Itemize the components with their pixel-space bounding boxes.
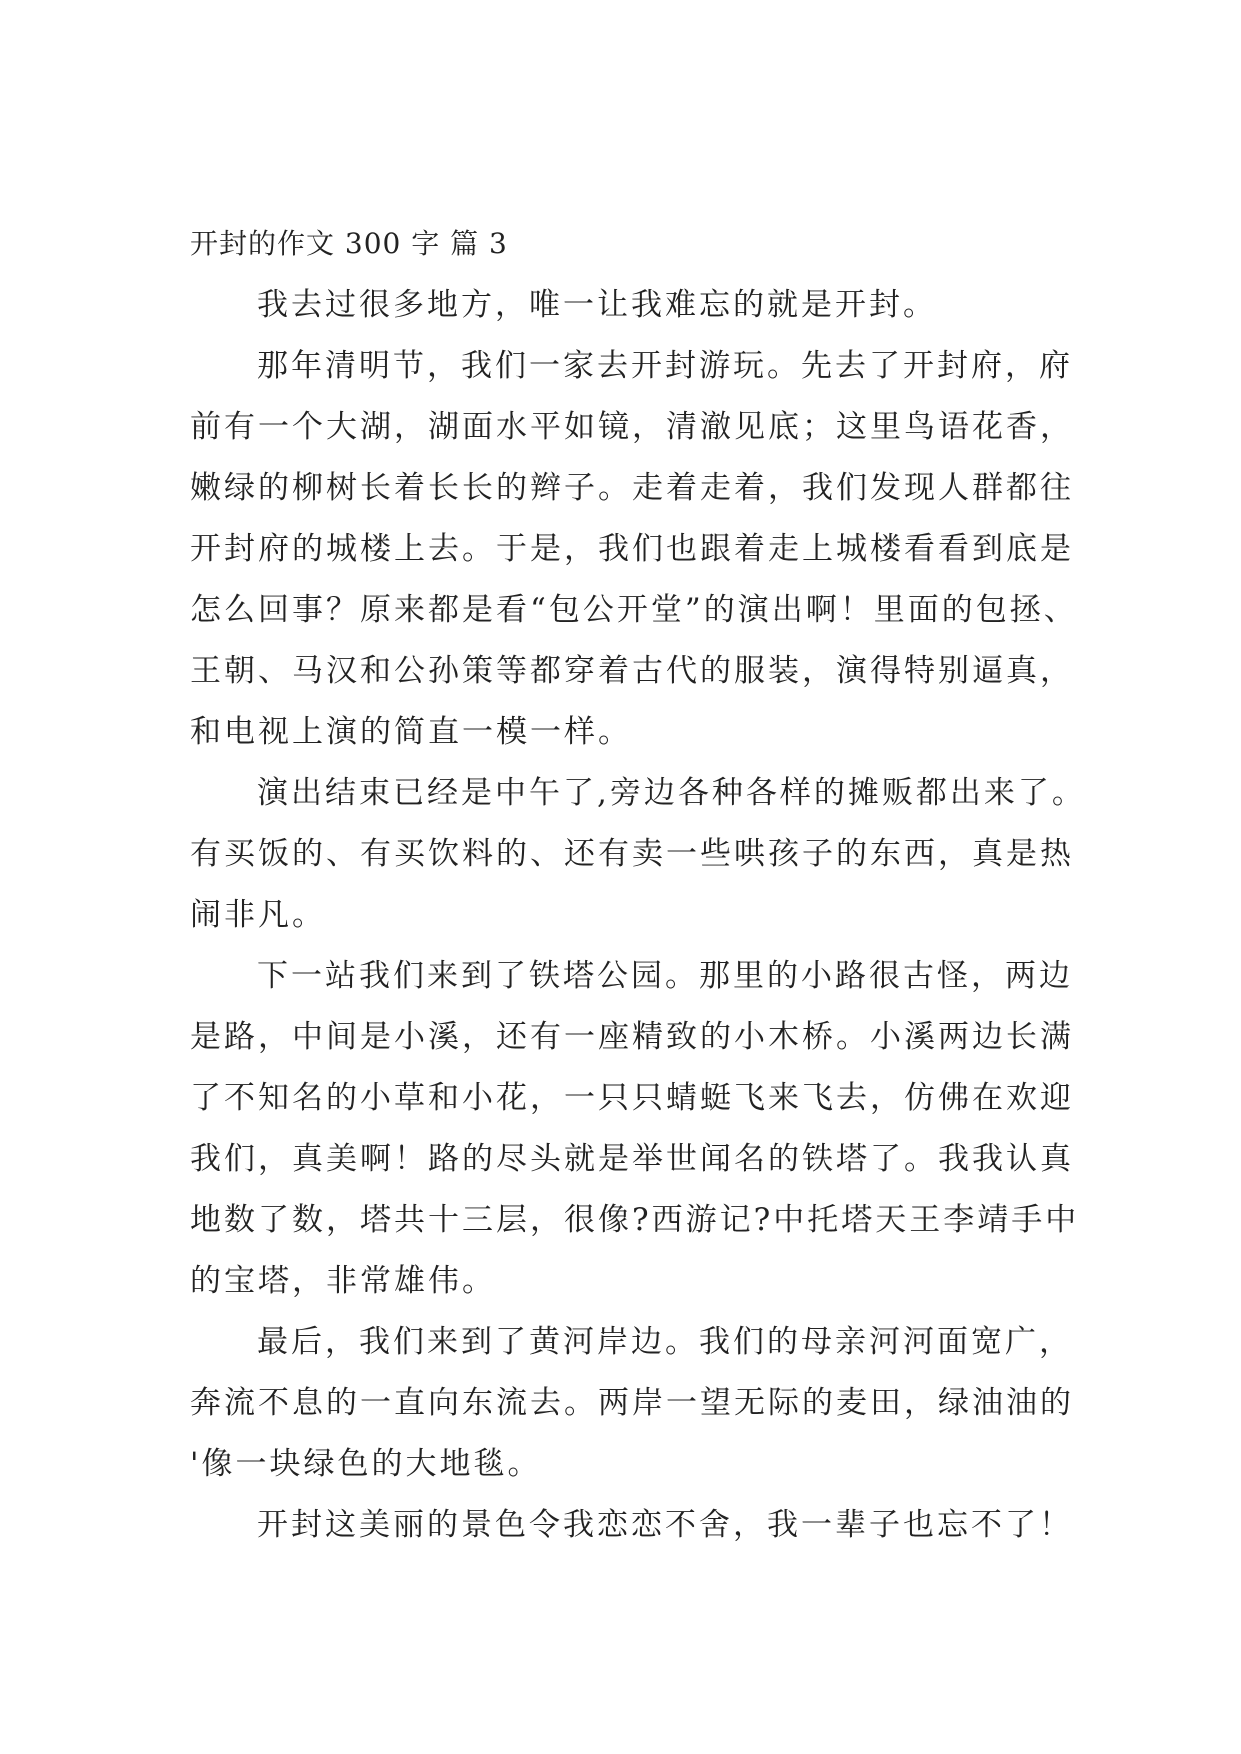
paragraph-3-line-1: 演出结束已经是中午了,旁边各种各样的摊贩都出来了。 (257, 775, 1086, 811)
paragraph-4-line-5: 地数了数，塔共十三层，很像?西游记?中托塔天王李靖手中 (190, 1202, 1080, 1238)
paragraph-2-line-5: 怎么回事？原来都是看“包公开堂”的演出啊！里面的包拯、 (190, 592, 1078, 628)
paragraph-2-line-7: 和电视上演的简直一模一样。 (190, 714, 632, 750)
paragraph-2-line-2: 前有一个大湖，湖面水平如镜，清澈见底；这里鸟语花香， (190, 409, 1074, 445)
paragraph-2-line-4: 开封府的城楼上去。于是，我们也跟着走上城楼看看到底是 (190, 531, 1074, 567)
paragraph-2-line-6: 王朝、马汉和公孙策等都穿着古代的服装，演得特别逼真， (190, 653, 1074, 689)
paragraph-3-line-2: 有买饭的、有买饮料的、还有卖一些哄孩子的东西，真是热 (190, 836, 1074, 872)
paragraph-4-line-4: 我们，真美啊！路的尽头就是举世闻名的铁塔了。我我认真 (190, 1141, 1074, 1177)
paragraph-4-line-6: 的宝塔，非常雄伟。 (190, 1263, 496, 1299)
paragraph-5-line-3: '像一块绿色的大地毯。 (190, 1446, 542, 1482)
paragraph-6-line-1: 开封这美丽的景色令我恋恋不舍，我一辈子也忘不了！ (257, 1507, 1073, 1543)
paragraph-4-line-1: 下一站我们来到了铁塔公园。那里的小路很古怪，两边 (257, 958, 1073, 994)
paragraph-3-line-3: 闹非凡。 (190, 897, 326, 933)
paragraph-5-line-2: 奔流不息的一直向东流去。两岸一望无际的麦田，绿油油的 (190, 1385, 1074, 1421)
paragraph-4-line-2: 是路，中间是小溪，还有一座精致的小木桥。小溪两边长满 (190, 1019, 1074, 1055)
document-title: 开封的作文 300 字 篇 3 (190, 227, 508, 260)
paragraph-2-line-1: 那年清明节，我们一家去开封游玩。先去了开封府，府 (257, 348, 1073, 384)
paragraph-1-line-1: 我去过很多地方，唯一让我难忘的就是开封。 (257, 287, 937, 323)
paragraph-4-line-3: 了不知名的小草和小花，一只只蜻蜓飞来飞去，仿佛在欢迎 (190, 1080, 1074, 1116)
paragraph-5-line-1: 最后，我们来到了黄河岸边。我们的母亲河河面宽广， (257, 1324, 1073, 1360)
paragraph-2-line-3: 嫩绿的柳树长着长长的辫子。走着走着，我们发现人群都往 (190, 470, 1074, 506)
